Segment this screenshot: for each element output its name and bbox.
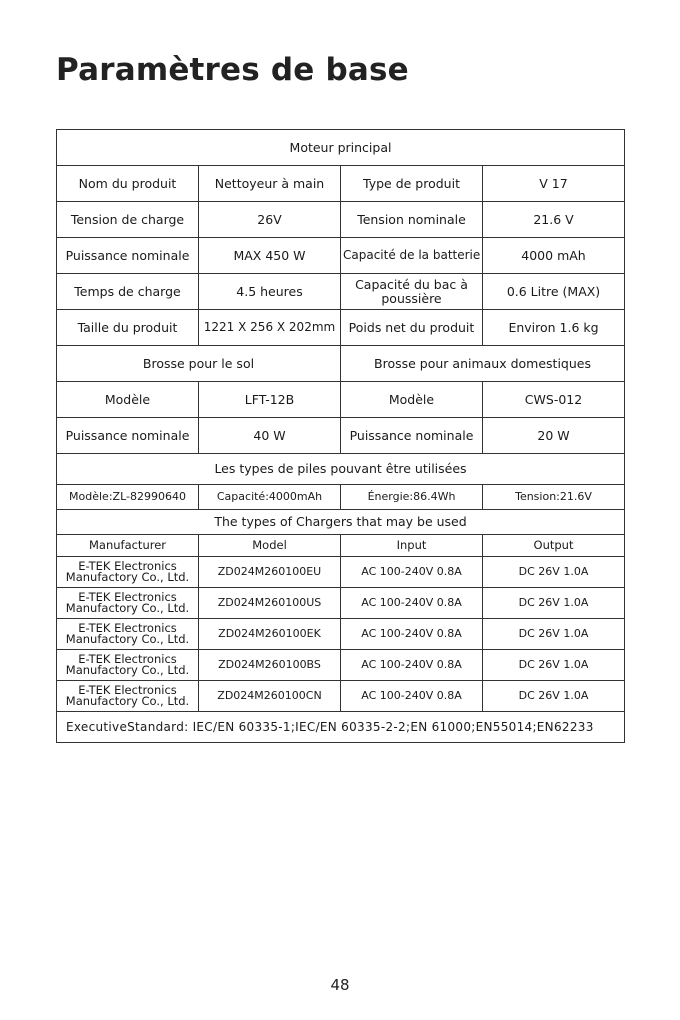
table-cell: Tension nominale [341, 202, 483, 238]
page-number: 48 [330, 976, 350, 994]
table-cell: Poids net du produit [341, 310, 483, 346]
page-title: Paramètres de base [56, 52, 409, 88]
table-cell: AC 100-240V 0.8A [341, 619, 483, 650]
table-cell: AC 100-240V 0.8A [341, 588, 483, 619]
table-cell: Environ 1.6 kg [483, 310, 625, 346]
standard-row [57, 712, 625, 743]
table-cell: LFT-12B [199, 382, 341, 418]
table-cell: E-TEK Electronics Manufactory Co., Ltd. [57, 650, 199, 681]
table-row [57, 418, 625, 454]
brosse-animaux-header: Brosse pour animaux domestiques [341, 346, 625, 382]
table-cell: ZD024M260100CN [199, 681, 341, 712]
table-row [57, 382, 625, 418]
table-cell: MAX 450 W [199, 238, 341, 274]
table-cell: Capacité du bac à poussière [341, 274, 483, 310]
table-cell: DC 26V 1.0A [483, 588, 625, 619]
table-cell: V 17 [483, 166, 625, 202]
table-cell: E-TEK Electronics Manufactory Co., Ltd. [57, 681, 199, 712]
table-cell: ZD024M260100BS [199, 650, 341, 681]
table-header-row [57, 535, 625, 557]
table-cell: 20 W [483, 418, 625, 454]
column-header: Output [483, 535, 625, 557]
table-cell: Nettoyeur à main [199, 166, 341, 202]
piles-header: Les types de piles pouvant être utilisées [57, 454, 625, 485]
section-header-moteur [57, 130, 625, 166]
table-cell: Puissance nominale [57, 238, 199, 274]
table-cell: E-TEK Electronics Manufactory Co., Ltd. [57, 557, 199, 588]
table-row [57, 681, 625, 712]
section-header-piles [57, 454, 625, 485]
table-cell: 4.5 heures [199, 274, 341, 310]
table-row [57, 557, 625, 588]
moteur-header: Moteur principal [57, 130, 625, 166]
table-row [57, 485, 625, 510]
table-row [57, 166, 625, 202]
table-cell: DC 26V 1.0A [483, 619, 625, 650]
section-header-chargers [57, 510, 625, 535]
table-cell: Taille du produit [57, 310, 199, 346]
table-cell: AC 100-240V 0.8A [341, 557, 483, 588]
table-cell: Modèle [341, 382, 483, 418]
table-cell: Capacité de la batterie [341, 238, 483, 274]
table-cell: Tension de charge [57, 202, 199, 238]
table-cell: Modèle:ZL-82990640 [57, 485, 199, 510]
table-cell: AC 100-240V 0.8A [341, 650, 483, 681]
table-cell: DC 26V 1.0A [483, 650, 625, 681]
column-header: Input [341, 535, 483, 557]
table-row [57, 310, 625, 346]
table-cell: Capacité:4000mAh [199, 485, 341, 510]
table-cell: DC 26V 1.0A [483, 557, 625, 588]
table-cell: ZD024M260100US [199, 588, 341, 619]
table-row [57, 619, 625, 650]
table-cell: AC 100-240V 0.8A [341, 681, 483, 712]
spec-table [56, 129, 625, 743]
chargers-header: The types of Chargers that may be used [57, 510, 625, 535]
table-row [57, 202, 625, 238]
section-header-brosse [57, 346, 625, 382]
table-cell: Modèle [57, 382, 199, 418]
table-cell: 40 W [199, 418, 341, 454]
brosse-sol-header: Brosse pour le sol [57, 346, 341, 382]
table-cell: Puissance nominale [57, 418, 199, 454]
column-header: Model [199, 535, 341, 557]
table-cell: 21.6 V [483, 202, 625, 238]
column-header: Manufacturer [57, 535, 199, 557]
table-row [57, 238, 625, 274]
table-cell: DC 26V 1.0A [483, 681, 625, 712]
table-cell: 1221 X 256 X 202mm [199, 310, 341, 346]
table-cell: CWS-012 [483, 382, 625, 418]
table-row [57, 650, 625, 681]
table-cell: Temps de charge [57, 274, 199, 310]
table-cell: E-TEK Electronics Manufactory Co., Ltd. [57, 619, 199, 650]
table-row [57, 274, 625, 310]
table-row [57, 588, 625, 619]
table-cell: Énergie:86.4Wh [341, 485, 483, 510]
executive-standard: ExecutiveStandard: IEC/EN 60335-1;IEC/EN 60335-2-2;EN 61000;EN55014;EN62233 [57, 712, 625, 743]
table-cell: ZD024M260100EK [199, 619, 341, 650]
table-cell: Nom du produit [57, 166, 199, 202]
table-cell: Type de produit [341, 166, 483, 202]
table-cell: Tension:21.6V [483, 485, 625, 510]
table-cell: ZD024M260100EU [199, 557, 341, 588]
table-cell: Puissance nominale [341, 418, 483, 454]
table-cell: 0.6 Litre (MAX) [483, 274, 625, 310]
table-cell: 26V [199, 202, 341, 238]
table-cell: 4000 mAh [483, 238, 625, 274]
table-cell: E-TEK Electronics Manufactory Co., Ltd. [57, 588, 199, 619]
